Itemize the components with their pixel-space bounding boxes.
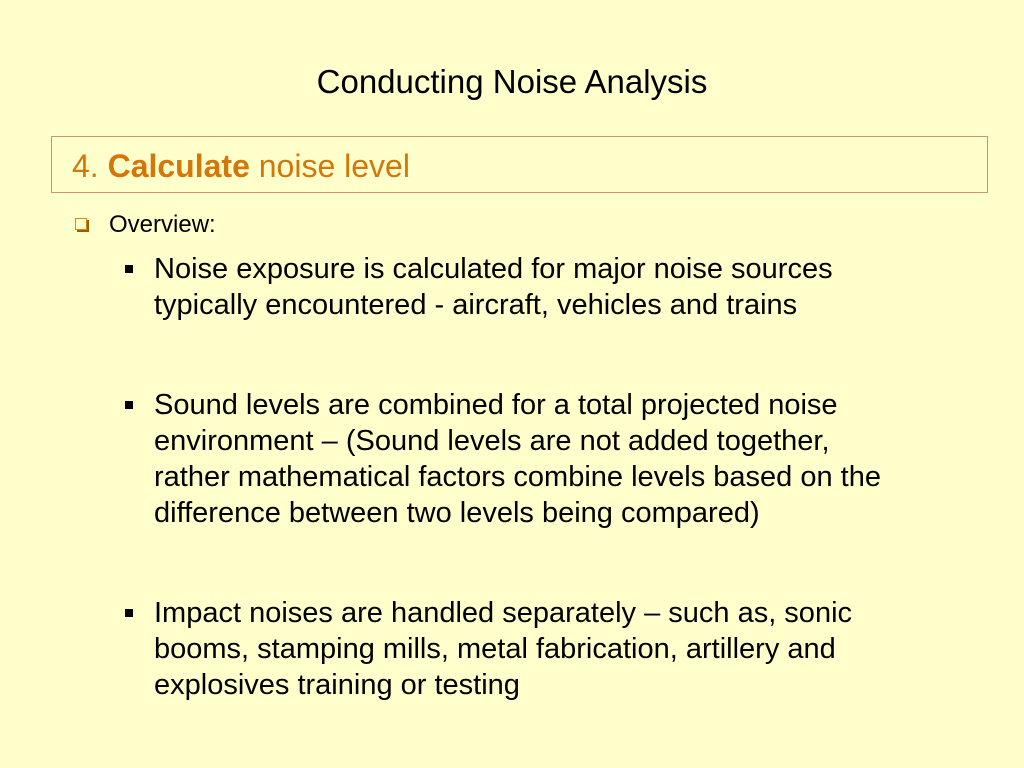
bullet-text: Impact noises are handled separately – such as, sonic booms, stamping mills, metal fabrication, artillery and explosives training or testing — [154, 597, 853, 701]
section-heading — [72, 146, 410, 186]
overview-label: Overview: — [109, 211, 216, 238]
bullet-text: Noise exposure is calculated for major noise sources typically encountered - aircraft, vehicles and trains — [154, 253, 833, 321]
section-keyword: Calculate — [107, 148, 250, 184]
bullet-item — [125, 595, 905, 703]
bullet-text: Sound levels are combined for a total projected noise environment – (Sound levels are not added together, rather mathematical factors combine levels based on the difference between two levels being compared) — [154, 389, 881, 529]
square-bullet-icon — [125, 401, 133, 409]
square-bullet-icon — [125, 265, 133, 273]
bullet-item — [125, 251, 905, 323]
bullet-item — [125, 387, 905, 531]
slide-title: Conducting Noise Analysis — [316, 63, 708, 100]
section-rest: noise level — [258, 148, 410, 184]
hollow-square-bullet-icon — [75, 218, 87, 230]
section-number: 4. — [72, 148, 99, 184]
square-bullet-icon — [125, 609, 133, 617]
